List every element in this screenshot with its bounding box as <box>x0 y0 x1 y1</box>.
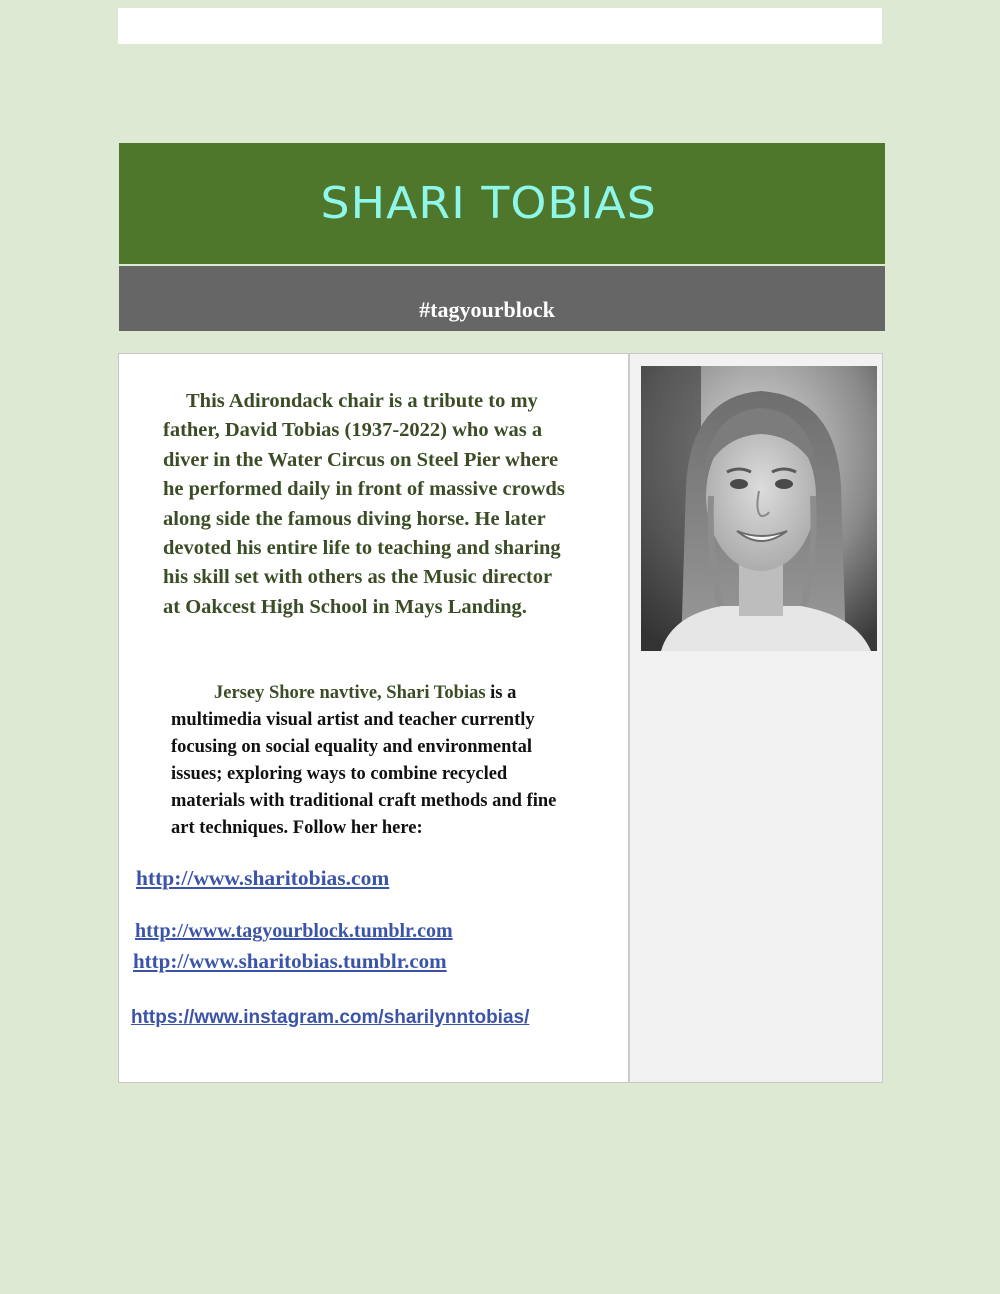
link-sharitobias-tumblr[interactable]: http://www.sharitobias.tumblr.com <box>133 949 447 973</box>
content-panel <box>118 353 883 1083</box>
link-tagyourblock-tumblr[interactable]: http://www.tagyourblock.tumblr.com <box>135 920 453 942</box>
top-bar <box>118 8 882 44</box>
subheader-banner <box>119 266 885 331</box>
text-column <box>119 354 630 1082</box>
photo-column <box>630 354 882 1082</box>
bio-paragraph <box>171 680 571 842</box>
portrait-photo-icon <box>641 366 877 651</box>
tribute-paragraph: This Adirondack chair is a tribute to my father, David Tobias (1937-2022) who was a diver in the Water Circus on Steel Pier where he performed daily in front of massive crowds along side the famous diving horse. He later devoted his entire life to teaching and sharing his skill set with others as the Music director at Oakcest High School in Mays Landing. <box>163 390 565 618</box>
link-instagram[interactable]: https://www.instagram.com/sharilynntobias/ <box>131 1007 530 1028</box>
bio-text: is a multimedia visual artist and teacher currently focusing on social equality and environmental issues; exploring ways to combine recycled materials with traditional craft methods and fine art techniques. Follow her here: <box>171 683 557 838</box>
header-banner <box>119 143 885 264</box>
hashtag-subtitle: #tagyourblock <box>419 297 555 322</box>
link-website[interactable]: http://www.sharitobias.com <box>136 866 390 890</box>
page-title: SHARI TOBIAS <box>320 178 658 229</box>
bio-lead: Jersey Shore navtive, Shari Tobias <box>214 683 486 703</box>
